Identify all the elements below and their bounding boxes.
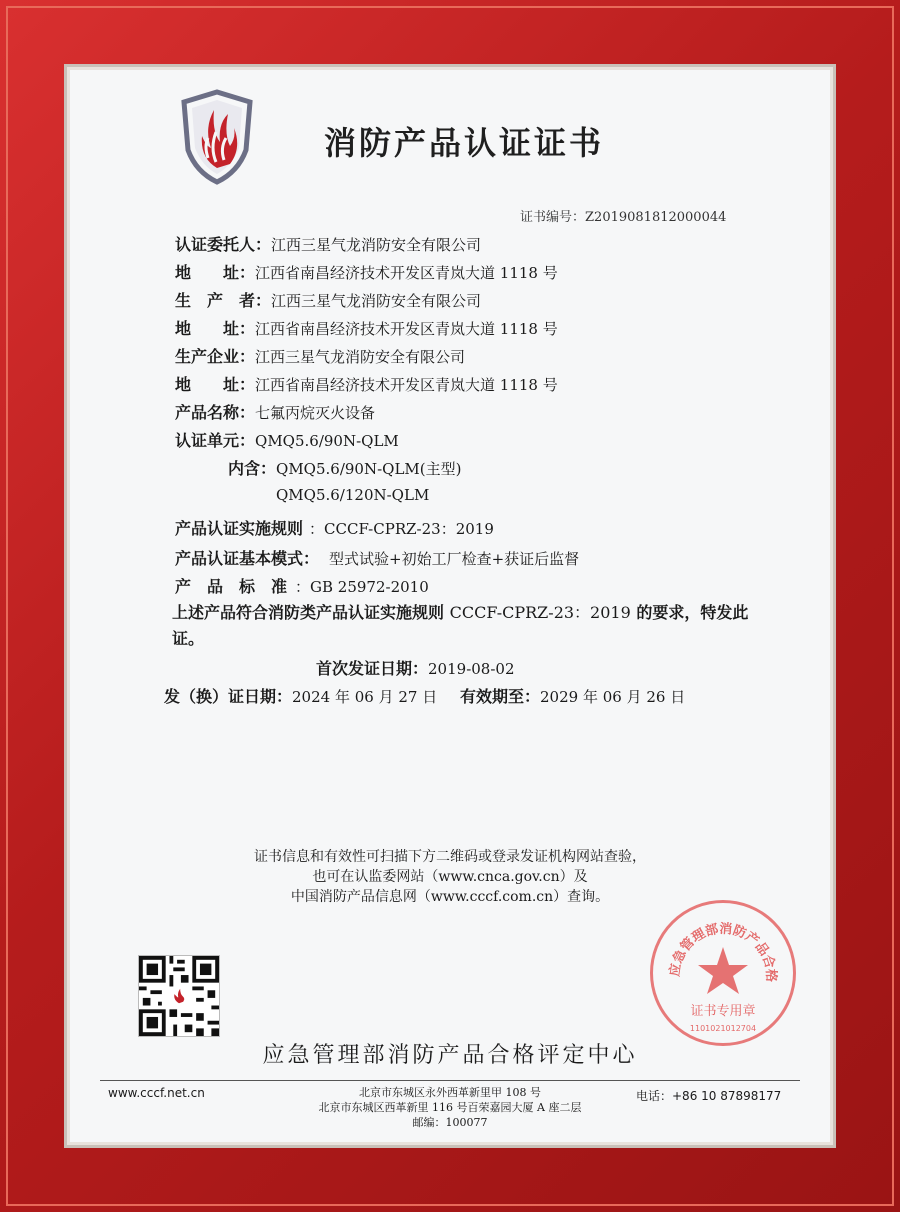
issuer-name: 应急管理部消防产品合格评定中心 — [262, 1043, 638, 1068]
mode-row — [175, 546, 579, 569]
valid-until-date: 2029 年 06 月 26 日 — [540, 688, 686, 706]
qr-code-pattern — [139, 956, 219, 1036]
statement-part2: 的要求，特发此证。 — [172, 603, 749, 648]
standard-label: 产 品 标 准 — [175, 577, 288, 596]
footer-divider — [100, 1080, 800, 1081]
rule-row — [175, 516, 494, 539]
issue-date-label: 发（换）证日期： — [164, 687, 293, 706]
contains-row — [228, 456, 461, 479]
first-issue-row — [316, 656, 515, 679]
footer-postcode: 邮编：100077 — [412, 1116, 488, 1129]
certificate-number — [520, 206, 726, 225]
first-issue-date: 2019-08-02 — [428, 660, 515, 678]
client-row — [175, 232, 481, 255]
cert-no-label: 证书编号： — [520, 210, 586, 225]
qr-code[interactable] — [138, 955, 220, 1037]
address-label: 地 址： — [175, 263, 256, 282]
verify-line-2: 也可在认监委网站（www.cnca.gov.cn）及 — [312, 869, 588, 885]
issue-date: 2024 年 06 月 27 日 — [292, 688, 438, 706]
footer-address-line1: 北京市东城区永外西革新里甲 108 号 — [359, 1086, 541, 1099]
producer-value: 江西三星气龙消防安全有限公司 — [271, 292, 482, 310]
conformity-statement — [172, 600, 752, 652]
rule-value: ：CCCF-CPRZ-23：2019 — [309, 520, 494, 538]
standard-row — [175, 574, 429, 597]
footer-website[interactable]: www.cccf.net.cn — [108, 1086, 205, 1100]
client-value: 江西三星气龙消防安全有限公司 — [271, 236, 482, 254]
footer-phone: 电话：+86 10 87898177 — [636, 1089, 782, 1103]
contains-model-main: QMQ5.6/90N-QLM(主型) — [276, 460, 462, 478]
star-icon — [698, 947, 748, 994]
contains-model-second: QMQ5.6/120N-QLM — [276, 486, 430, 504]
product-value: 七氟丙烷灭火设备 — [255, 404, 376, 422]
manufacturer-row — [175, 344, 465, 367]
address-label: 地 址： — [175, 375, 256, 394]
issue-date-row — [164, 684, 685, 707]
producer-label: 生 产 者： — [175, 291, 272, 310]
mode-value: 型式试验+初始工厂检查+获证后监督 — [329, 550, 580, 568]
statement-part1: 上述产品符合消防类产品认证实施规则 — [172, 603, 445, 622]
unit-row — [175, 428, 399, 451]
seal-center-text: 证书专用章 — [690, 1004, 756, 1019]
client-address: 江西省南昌经济技术开发区青岚大道 1118 号 — [255, 264, 558, 282]
producer-address: 江西省南昌经济技术开发区青岚大道 1118 号 — [255, 320, 558, 338]
client-label: 认证委托人： — [175, 235, 272, 254]
first-issue-label: 首次发证日期： — [316, 659, 429, 678]
verify-line-1: 证书信息和有效性可扫描下方二维码或登录发证机构网站查验， — [254, 849, 646, 865]
contains-label: 内含： — [228, 459, 277, 478]
manufacturer-label: 生产企业： — [175, 347, 256, 366]
rule-label: 产品认证实施规则 — [175, 519, 304, 538]
product-row — [175, 400, 375, 423]
footer-address-line2: 北京市东城区西革新里 116 号百荣嘉园大厦 A 座二层 — [318, 1101, 582, 1114]
unit-label: 认证单元： — [175, 431, 256, 450]
unit-value: QMQ5.6/90N-QLM — [255, 432, 399, 450]
manufacturer-value: 江西三星气龙消防安全有限公司 — [255, 348, 466, 366]
address-label: 地 址： — [175, 319, 256, 338]
flame-shield-icon — [178, 88, 256, 186]
official-seal — [650, 900, 796, 1046]
statement-code: CCCF-CPRZ-23：2019 — [449, 603, 631, 622]
cert-no-value: Z2019081812000044 — [585, 210, 727, 225]
manufacturer-address: 江西省南昌经济技术开发区青岚大道 1118 号 — [255, 376, 558, 394]
manufacturer-address-row — [175, 372, 558, 395]
verify-line-3: 中国消防产品信息网（www.cccf.com.cn）查询。 — [290, 889, 610, 905]
seal-code: 1101021012704 — [689, 1024, 757, 1033]
client-address-row — [175, 260, 558, 283]
seal-graphic — [653, 903, 793, 1043]
certificate-title: 消防产品认证证书 — [324, 124, 605, 162]
product-label: 产品名称： — [175, 403, 256, 422]
producer-address-row — [175, 316, 558, 339]
standard-value: ：GB 25972-2010 — [295, 578, 429, 596]
mode-label: 产品认证基本模式： — [175, 549, 320, 568]
valid-until-label: 有效期至： — [460, 687, 541, 706]
producer-row — [175, 288, 481, 311]
seal-ring-text: 应急管理部消防产品合格 — [667, 921, 779, 983]
